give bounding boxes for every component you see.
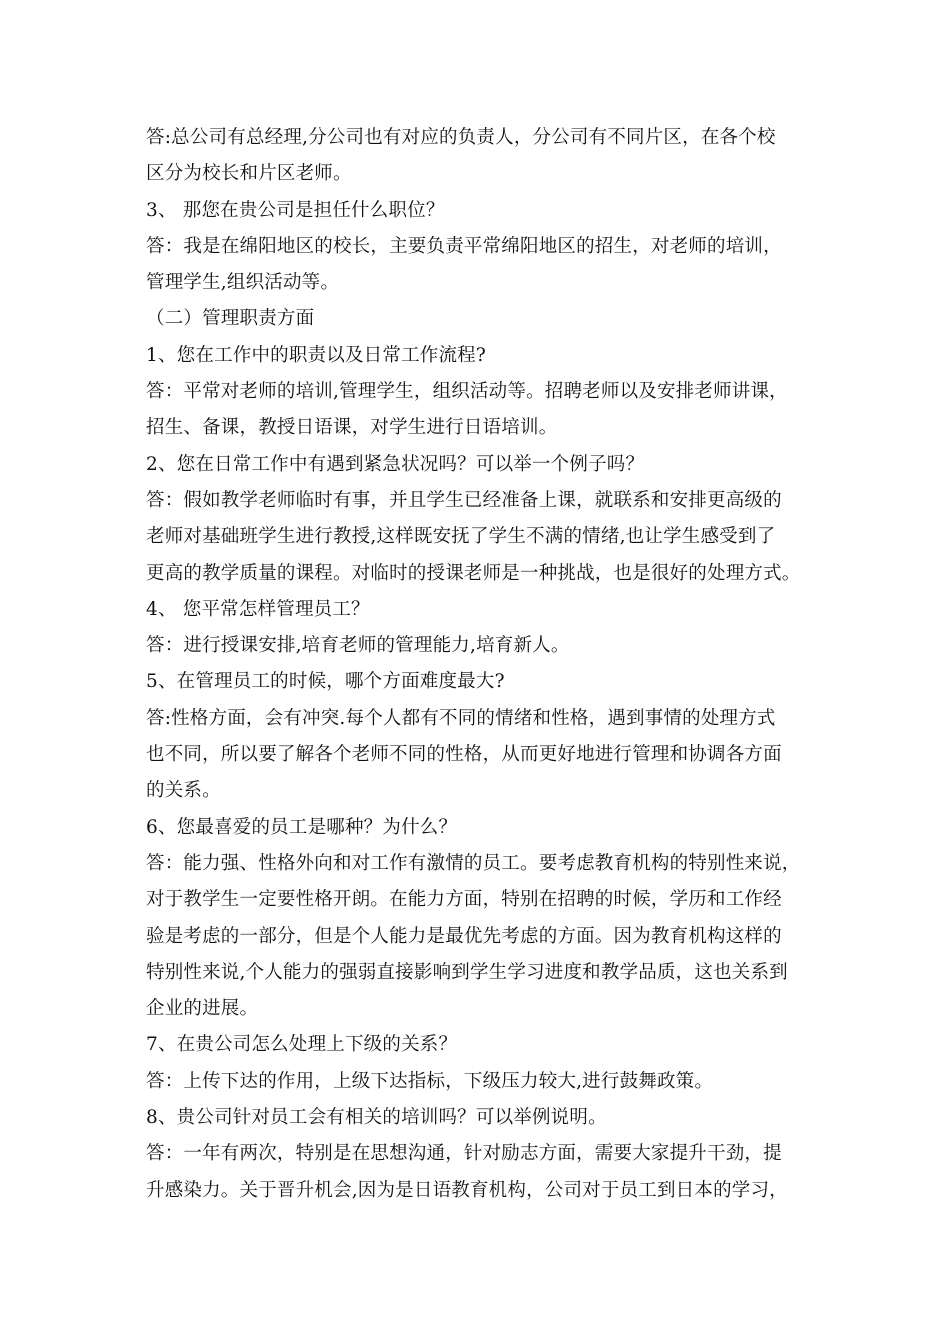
question-line: 8、贵公司针对员工会有相关的培训吗？可以举例说明。 (146, 1107, 607, 1129)
text-line: 答:性格方面，会有冲突.每个人都有不同的情绪和性格，遇到事情的处理方式 (146, 707, 776, 729)
text-line: 对于教学生一定要性格开朗。在能力方面，特别在招聘的时候，学历和工作经 (146, 889, 782, 911)
section-heading: （二）管理职责方面 (146, 308, 315, 330)
text-line: 答：上传下达的作用，上级下达指标，下级压力较大,进行鼓舞政策。 (146, 1070, 714, 1092)
text-line: 企业的进展。 (146, 998, 259, 1020)
text-line: 答：平常对老师的培训,管理学生，组织活动等。招聘老师以及安排老师讲课， (146, 381, 788, 403)
document-body (146, 120, 826, 1209)
text-line: 特别性来说,个人能力的强弱直接影响到学生学习进度和教学品质，这也关系到 (146, 961, 788, 983)
text-line: 答:总公司有总经理,分公司也有对应的负责人，分公司有不同片区，在各个校 (146, 127, 776, 148)
question-line: 5、在管理员工的时候，哪个方面难度最大? (146, 671, 505, 693)
text-line: 升感染力。关于晋升机会,因为是日语教育机构，公司对于员工到日本的学习， (146, 1179, 788, 1201)
text-line: 验是考虑的一部分，但是个人能力是最优先考虑的方面。因为教育机构这样的 (146, 925, 782, 947)
text-line: 答：能力强、性格外向和对工作有激情的员工。要考虑教育机构的特别性来说， (146, 852, 801, 874)
text-line: 招生、备课，教授日语课，对学生进行日语培训。 (146, 417, 558, 439)
question-line: 6、您最喜爱的员工是哪种？为什么？ (146, 816, 458, 838)
text-line: 管理学生,组织活动等。 (146, 272, 340, 294)
question-line: 1、您在工作中的职责以及日常工作流程? (146, 344, 486, 366)
text-line: 答：假如教学老师临时有事，并且学生已经准备上课，就联系和安排更高级的 (146, 489, 782, 511)
text-line: 的关系。 (146, 780, 221, 802)
text-line: 也不同，所以要了解各个老师不同的性格，从而更好地进行管理和协调各方面 (146, 744, 782, 766)
question-line: 4、 您平常怎样管理员工？ (146, 598, 370, 620)
text-line: 答：进行授课安排,培育老师的管理能力,培育新人。 (146, 635, 570, 657)
question-line: 7、在贵公司怎么处理上下级的关系？ (146, 1034, 458, 1056)
text-line: 答：我是在绵阳地区的校长，主要负责平常绵阳地区的招生，对老师的培训， (146, 235, 782, 257)
text-line: 答：一年有两次，特别是在思想沟通，针对励志方面，需要大家提升干劲，提 (146, 1143, 782, 1165)
text-line: 老师对基础班学生进行教授,这样既安抚了学生不满的情绪,也让学生感受到了 (146, 526, 776, 548)
text-line: 区分为校长和片区老师。 (146, 163, 352, 185)
text-line: 更高的教学质量的课程。对临时的授课老师是一种挑战，也是很好的处理方式。 (146, 562, 801, 584)
question-line: 2、您在日常工作中有遇到紧急状况吗？可以举一个例子吗？ (146, 453, 645, 475)
question-line: 3、 那您在贵公司是担任什么职位？ (146, 199, 445, 221)
